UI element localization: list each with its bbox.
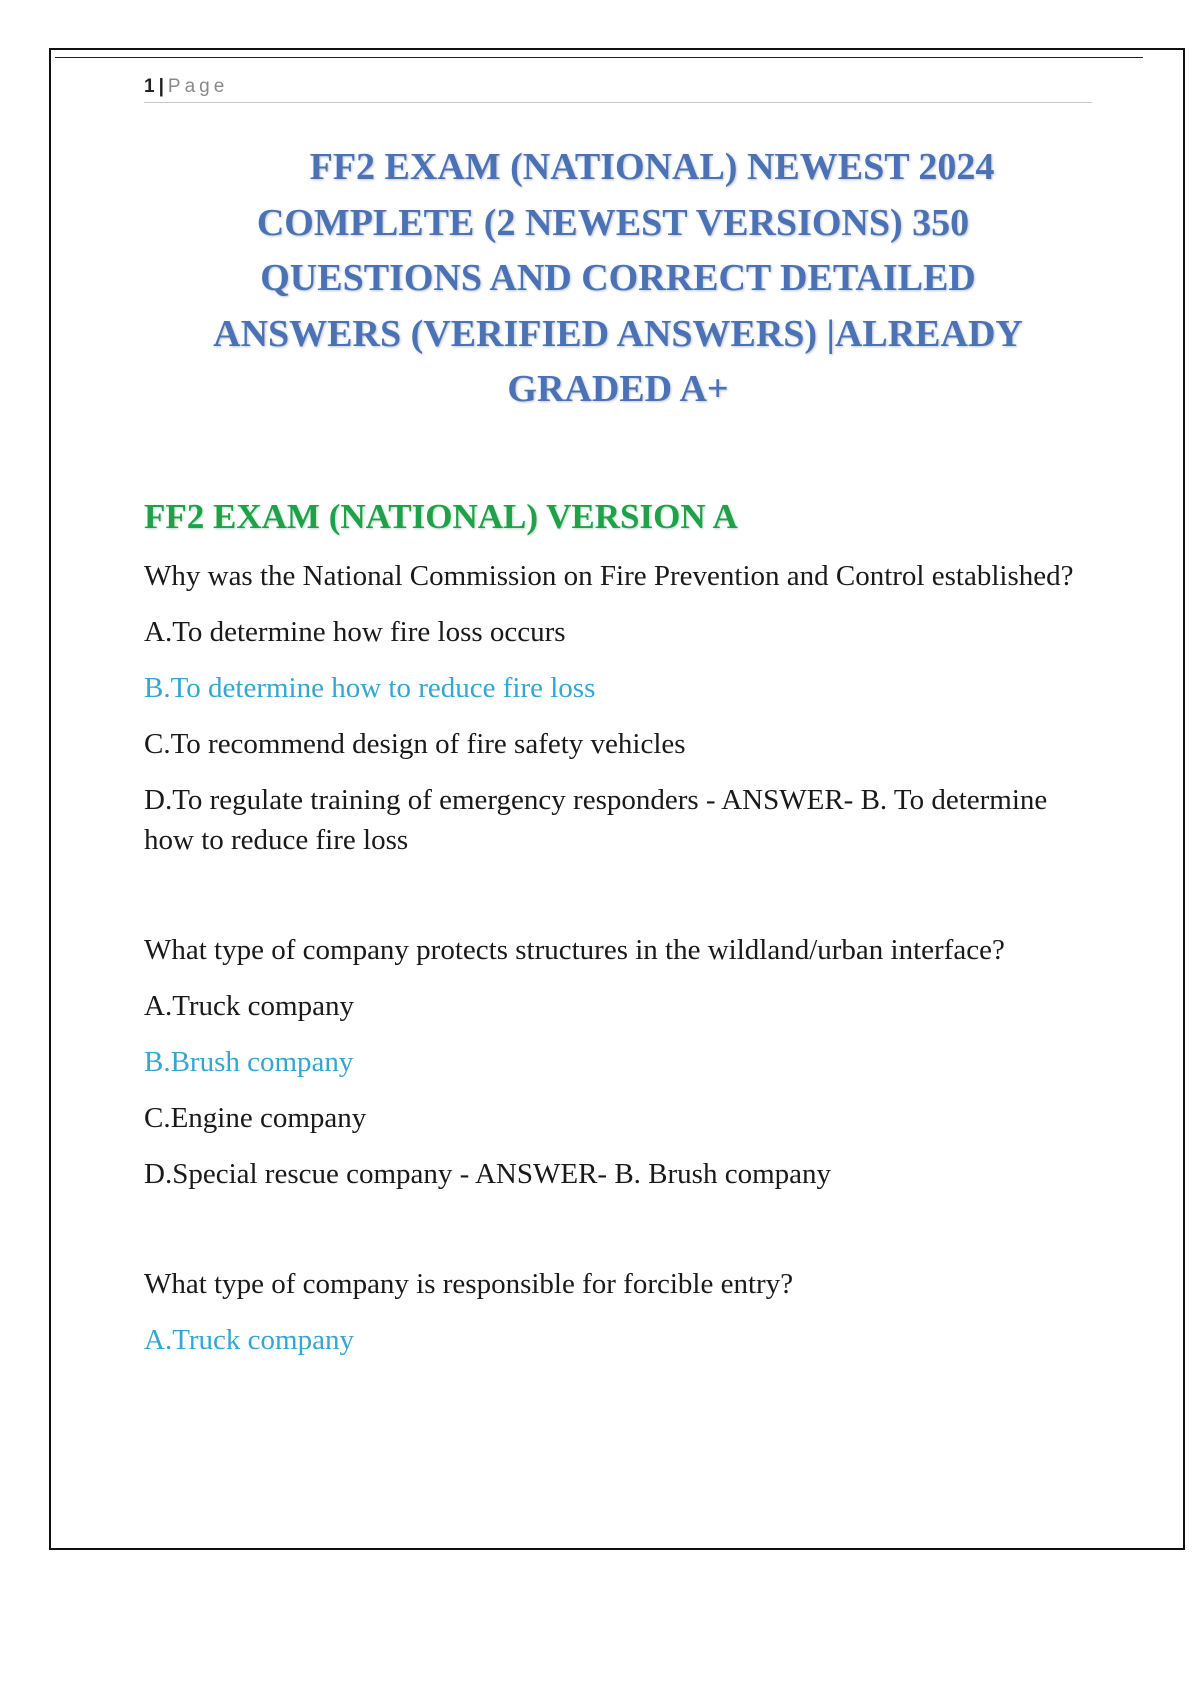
title-line: QUESTIONS AND CORRECT DETAILED [260, 257, 976, 299]
title-line: ANSWERS (VERIFIED ANSWERS) |ALREADY [213, 312, 1023, 355]
answer-option-correct: A.Truck company [144, 1324, 354, 1356]
question-text: What type of company is responsible for forcible entry? [144, 1268, 794, 1300]
page-separator: | [158, 76, 164, 97]
question-text: What type of company protects structures in the wildland/urban interface? [144, 934, 1005, 966]
answer-option-correct: B.Brush company [144, 1046, 354, 1078]
question-block [144, 1264, 1104, 1360]
question-block [144, 556, 1104, 860]
answer-option: A.Truck company [144, 990, 354, 1022]
question-block [144, 930, 1104, 1194]
answer-option-with-key: D.Special rescue company - ANSWER- B. Brush company [144, 1158, 831, 1190]
title-line: COMPLETE (2 NEWEST VERSIONS) 350 [256, 201, 970, 244]
question-list [144, 556, 1104, 1376]
answer-option: C.To recommend design of fire safety vehicles [144, 728, 686, 760]
title-line: GRADED A+ [507, 368, 729, 410]
answer-option: C.Engine company [144, 1102, 367, 1134]
answer-option-with-key: D.To regulate training of emergency responders - ANSWER- B. To determine how to reduce fire loss [144, 784, 1048, 856]
page-number: 1 [144, 76, 155, 97]
document-title [150, 140, 1086, 418]
top-rule [55, 57, 1143, 58]
answer-option-correct: B.To determine how to reduce fire loss [144, 672, 596, 704]
page-label: Page [167, 76, 229, 97]
question-text: Why was the National Commission on Fire Prevention and Control established? [144, 560, 1074, 592]
section-heading: FF2 EXAM (NATIONAL) VERSION A [144, 497, 738, 536]
answer-option: A.To determine how fire loss occurs [144, 616, 566, 648]
title-line: FF2 EXAM (NATIONAL) NEWEST 2024 [309, 146, 995, 188]
page-header [144, 72, 1092, 103]
